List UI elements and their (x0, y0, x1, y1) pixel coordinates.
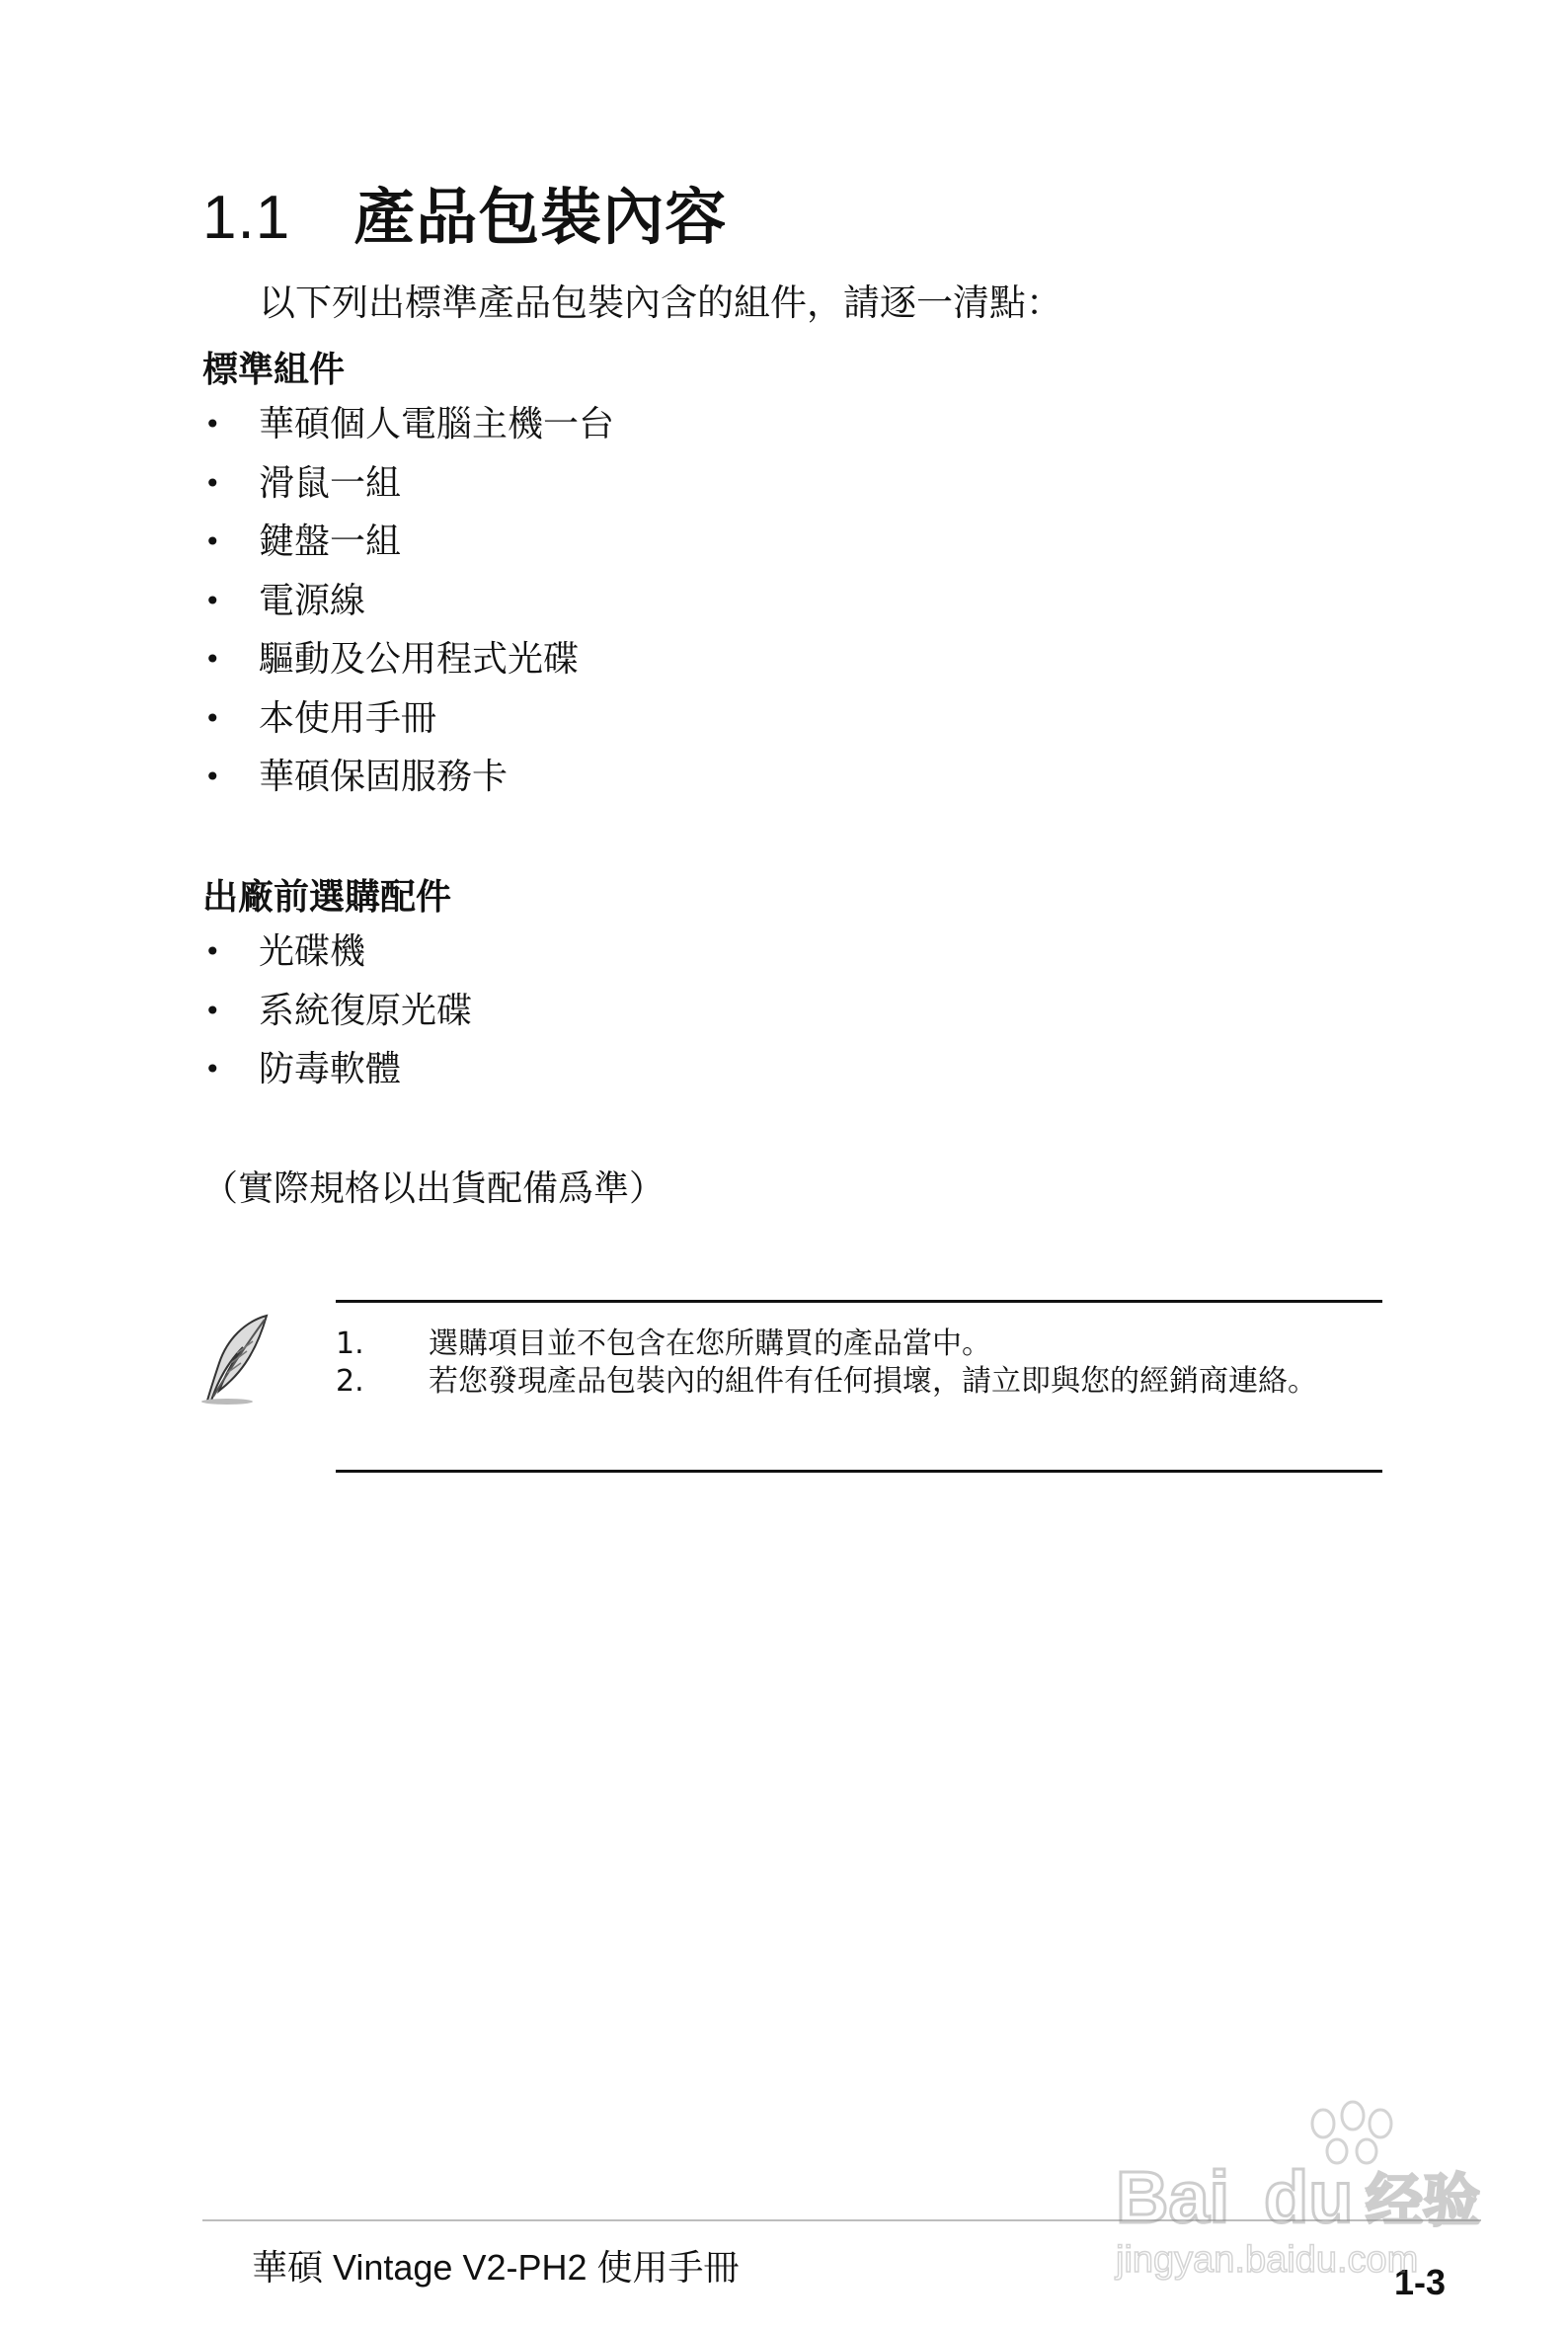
list-item (202, 630, 614, 689)
list-item-text: 本使用手冊 (259, 697, 437, 739)
standard-heading: 標準組件 (202, 350, 346, 390)
bullet-icon: • (204, 643, 221, 676)
footer-title: 華碩 Vintage V2-PH2 使用手冊 (252, 2247, 740, 2288)
page-number: 1-3 (1394, 2262, 1447, 2302)
note-number: 1. (336, 1326, 364, 1361)
list-item-text: 驅動及公用程式光碟 (259, 639, 580, 680)
bullet-icon: • (204, 935, 221, 968)
feather-pen-icon (197, 1312, 276, 1407)
watermark-text-du: du (1264, 2156, 1354, 2238)
optional-heading: 出廠前選購配件 (202, 877, 452, 918)
note-bottom-rule (336, 1470, 1382, 1473)
list-item-text: 電源線 (259, 580, 366, 621)
note-number: 2. (336, 1364, 364, 1399)
bullet-icon: • (204, 1053, 221, 1085)
list-item (202, 454, 614, 514)
section-heading (202, 168, 727, 256)
bullet-icon: • (204, 701, 221, 735)
baidu-jingyan-watermark (1111, 2094, 1496, 2287)
list-item (202, 513, 614, 572)
bullet-icon: • (204, 761, 221, 793)
intro-text: 以下列出標準產品包裝內含的組件，請逐一清點： (259, 281, 1062, 324)
bullet-icon: • (204, 466, 221, 500)
bullet-icon: • (204, 994, 221, 1027)
note-item (336, 1326, 1323, 1363)
list-item (202, 1040, 472, 1099)
bullet-icon: • (204, 525, 221, 558)
note-top-rule (336, 1300, 1382, 1303)
list-item (202, 982, 472, 1041)
optional-list (202, 923, 472, 1099)
list-item-text: 華碩個人電腦主機一台 (259, 404, 615, 444)
watermark-url: jingyan.baidu.com (1116, 2239, 1419, 2281)
bullet-icon: • (204, 584, 221, 617)
list-item (202, 748, 614, 807)
standard-list (202, 395, 614, 807)
bullet-icon: • (204, 408, 221, 441)
list-item-text: 滑鼠一組 (259, 462, 402, 504)
note-item (336, 1363, 1337, 1401)
list-item (202, 923, 472, 982)
note-text: 選購項目並不包含在您所購買的產品當中。 (429, 1326, 991, 1361)
note-text: 若您發現產品包裝內的組件有任何損壞，請立即與您的經銷商連絡。 (429, 1364, 1317, 1399)
list-item-text: 鍵盤一組 (259, 522, 402, 562)
list-item-text: 系統復原光碟 (259, 990, 473, 1031)
disclaimer-text: （實際規格以出貨配備爲準） (202, 1168, 666, 1209)
list-item-text: 華碩保固服務卡 (259, 757, 509, 797)
list-item (202, 395, 614, 454)
section-number: 1.1 (202, 184, 291, 252)
watermark-text-bai: Bai (1116, 2156, 1230, 2238)
list-item-text: 光碟機 (259, 931, 366, 972)
watermark-text-jingyan: 经验 (1366, 2167, 1481, 2234)
note-list (336, 1326, 1323, 1401)
list-item-text: 防毒軟體 (259, 1049, 402, 1089)
list-item (202, 689, 614, 749)
list-item (202, 572, 614, 631)
section-title: 產品包裝內容 (353, 184, 728, 252)
